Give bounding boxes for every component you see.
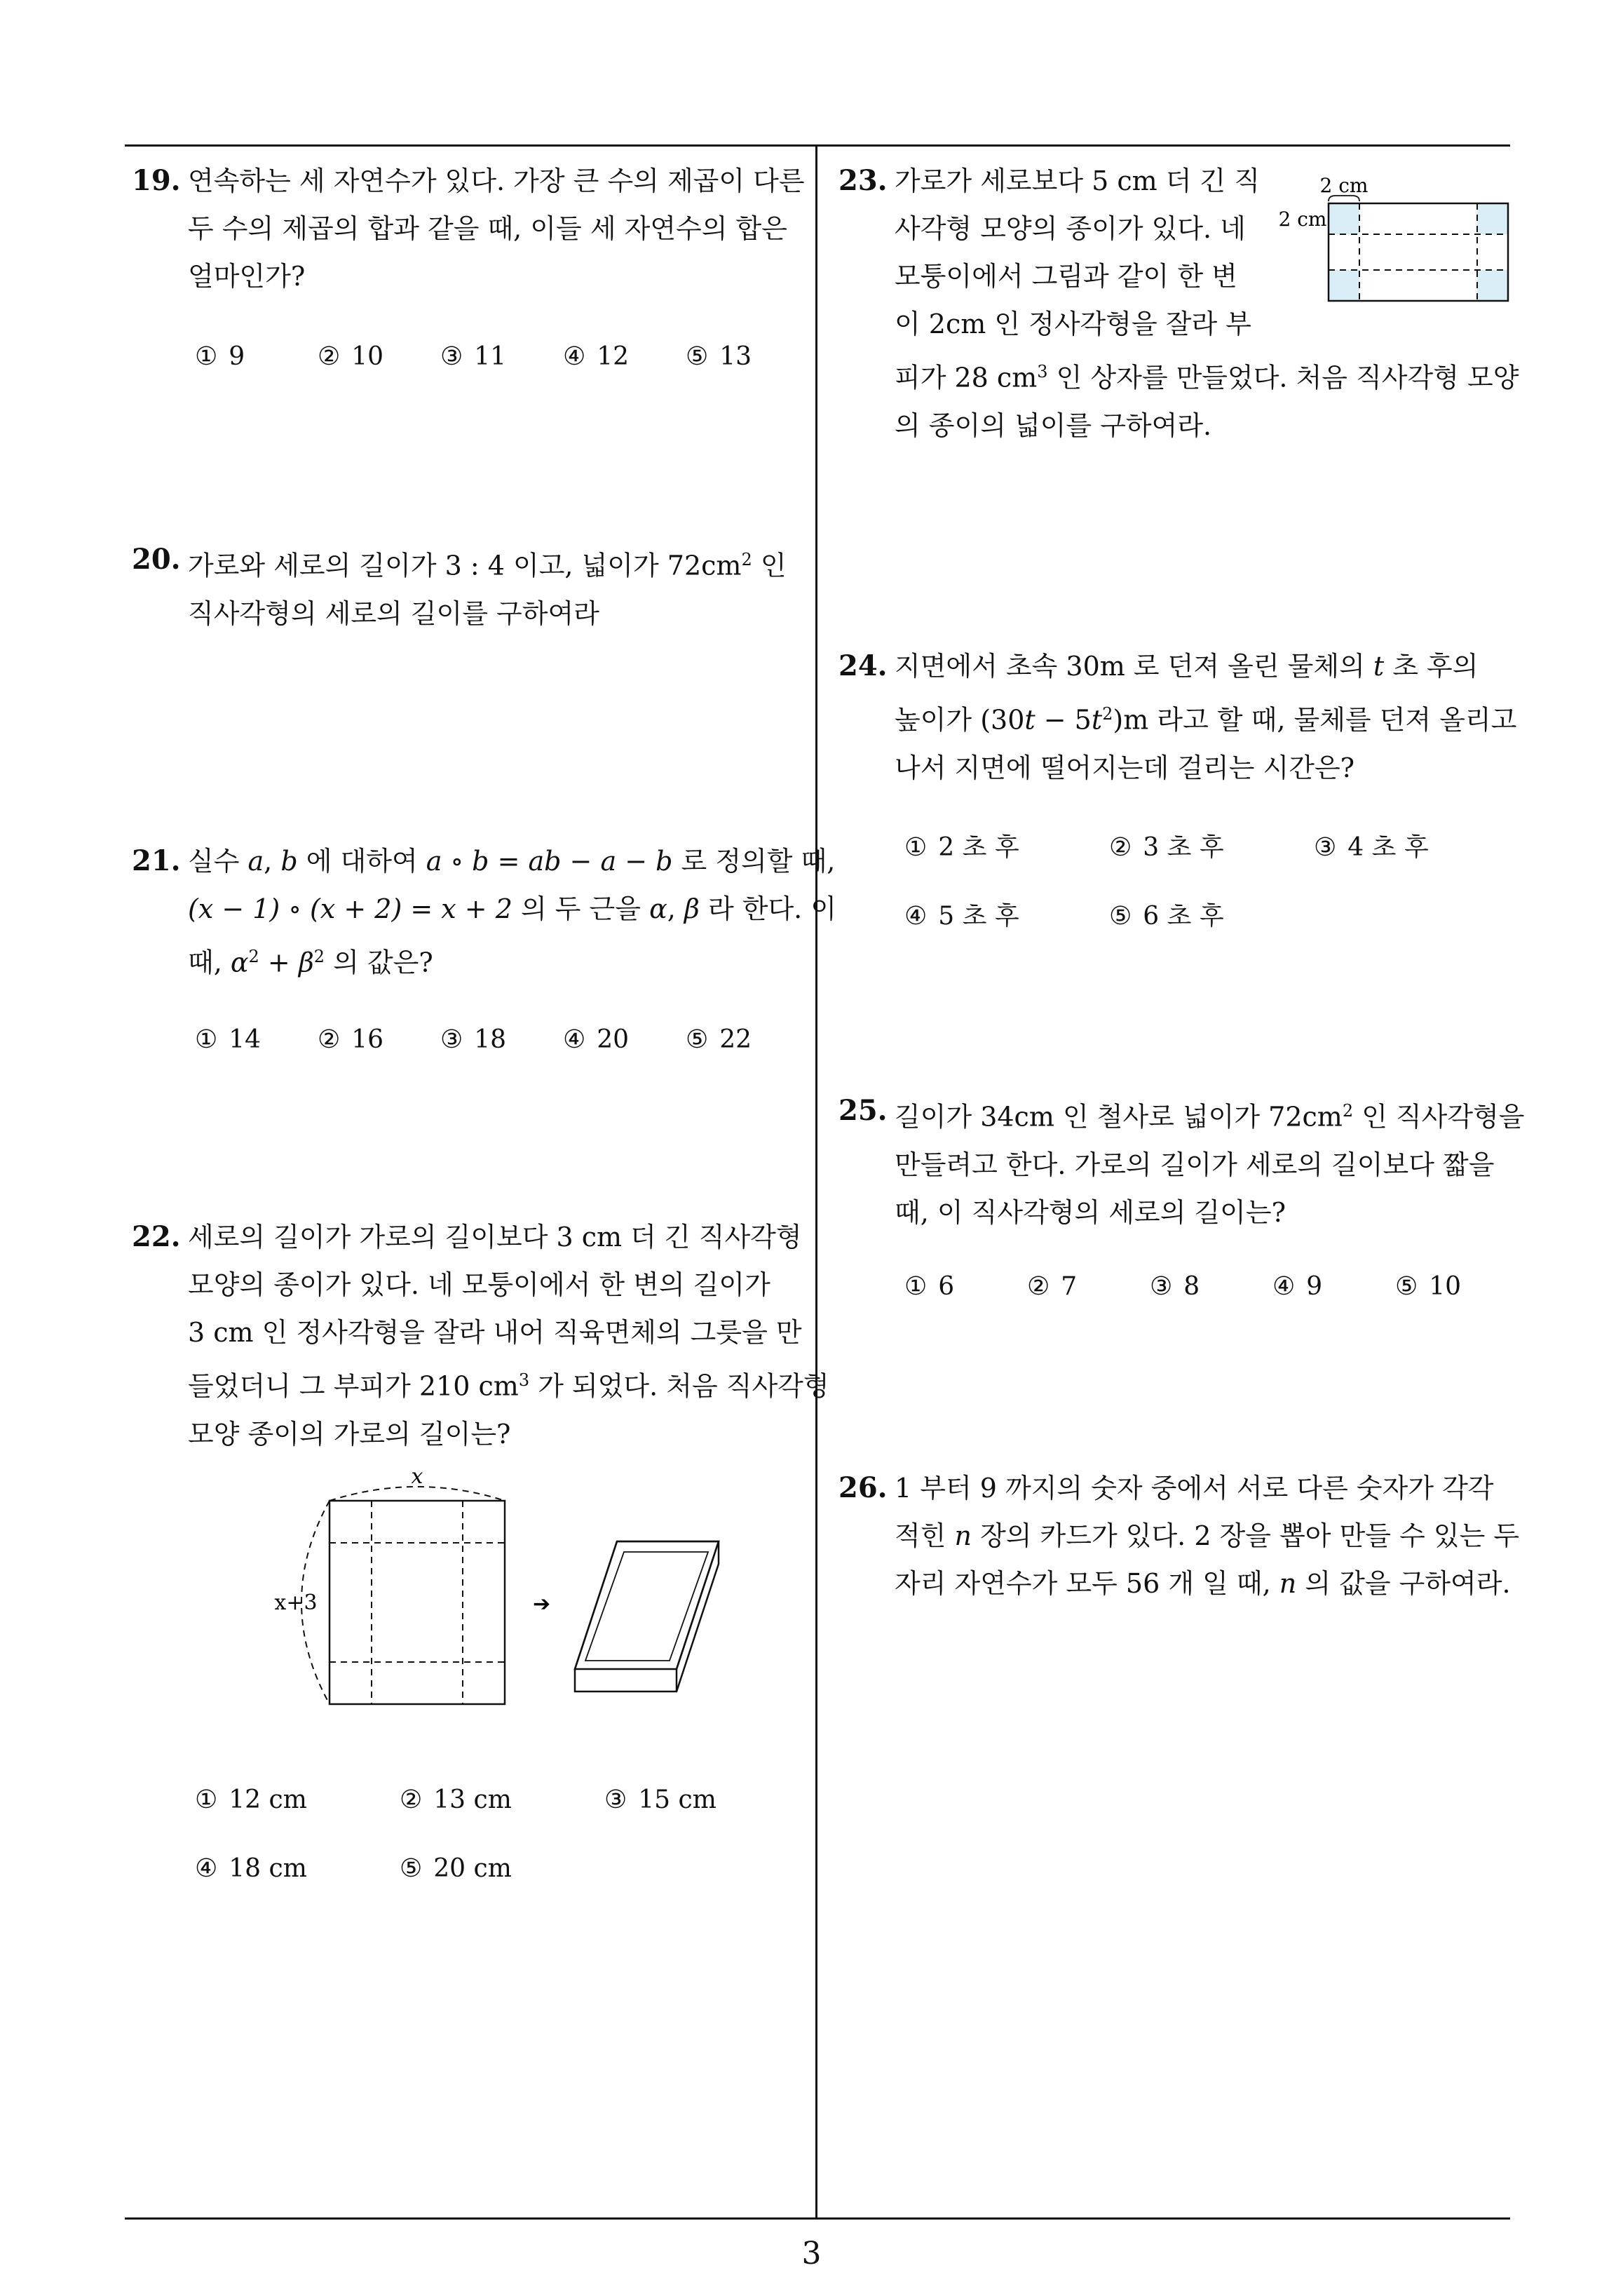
text-line: 때, $\alpha^2 + \beta^2$ 의 값은? bbox=[188, 947, 433, 978]
choice-5[interactable]: ⑤ 20 cm bbox=[400, 1854, 512, 1883]
bottom-rule bbox=[125, 2217, 1510, 2220]
text-line: 세로의 길이가 가로의 길이보다 3 cm 더 긴 직사각형 bbox=[188, 1222, 802, 1252]
top-rule bbox=[125, 144, 1510, 147]
text-line: 사각형 모양의 종이가 있다. 네 bbox=[895, 213, 1246, 244]
problem-number: 19. bbox=[132, 164, 181, 197]
choice-3[interactable]: ③ 11 bbox=[440, 342, 507, 371]
label-x-plus-3: x+3 bbox=[274, 1591, 318, 1615]
choice-4[interactable]: ④ 5 초 후 bbox=[904, 902, 1019, 931]
text-line: 나서 지면에 떨어지는데 걸리는 시간은? bbox=[895, 752, 1355, 783]
choice-3[interactable]: ③ 8 bbox=[1150, 1272, 1200, 1301]
text-line: 얼마인가? bbox=[188, 261, 306, 292]
text-line: 만들려고 한다. 가로의 길이가 세로의 길이보다 짧을 bbox=[895, 1149, 1495, 1180]
problem-text bbox=[188, 1213, 829, 1458]
corner-square bbox=[1477, 270, 1508, 301]
problem-22-figure bbox=[259, 1462, 736, 1715]
text-line: 높이가 $(30t - 5t^2)m$ 라고 할 때, 물체를 던져 올리고 bbox=[895, 704, 1517, 736]
open-box-icon bbox=[575, 1541, 719, 1691]
choice-3[interactable]: ③ 4 초 후 bbox=[1314, 833, 1429, 862]
problem-25 bbox=[838, 1087, 1525, 1236]
choice-1[interactable]: ① 6 bbox=[904, 1272, 955, 1301]
choice-2[interactable]: ② 10 bbox=[318, 342, 384, 371]
text-line: 모양 종이의 가로의 길이는? bbox=[188, 1418, 511, 1450]
choice-2[interactable]: ② 16 bbox=[318, 1025, 384, 1054]
problem-21 bbox=[132, 837, 837, 987]
text-line: 모퉁이에서 그림과 같이 한 변 bbox=[895, 261, 1237, 292]
problem-26 bbox=[838, 1464, 1520, 1607]
choice-5[interactable]: ⑤ 13 bbox=[686, 342, 752, 371]
choice-2[interactable]: ② 13 cm bbox=[400, 1785, 512, 1814]
text-line: 길이가 34cm 인 철사로 넓이가 $72cm^2$ 인 직사각형을 bbox=[895, 1101, 1525, 1133]
label-left-2cm: 2 cm bbox=[1278, 208, 1327, 231]
text-line: 적힌 n 장의 카드가 있다. 2 장을 뽑아 만들 수 있는 두 bbox=[895, 1520, 1520, 1551]
problem-23-figure bbox=[1272, 172, 1525, 312]
choice-1[interactable]: ① 14 bbox=[195, 1025, 262, 1054]
text-line: 두 수의 제곱의 합과 같을 때, 이들 세 자연수의 합은 bbox=[188, 213, 787, 244]
text-line: 때, 이 직사각형의 세로의 길이는? bbox=[895, 1196, 1286, 1228]
problem-number: 25. bbox=[838, 1094, 888, 1127]
problem-text bbox=[188, 837, 837, 987]
text-line: 가로와 세로의 길이가 3 : 4 이고, 넓이가 $72cm^2$ 인 bbox=[188, 550, 787, 581]
text-line: 피가 28 $cm^3$ 인 상자를 만들었다. 처음 직사각형 모양 bbox=[895, 362, 1519, 393]
choice-2[interactable]: ② 7 bbox=[1027, 1272, 1078, 1301]
problem-number: 20. bbox=[132, 543, 181, 576]
problem-number: 23. bbox=[838, 164, 888, 197]
choice-1[interactable]: ① 2 초 후 bbox=[904, 833, 1019, 862]
corner-square bbox=[1329, 270, 1359, 301]
text-line: 가로가 세로보다 5 cm 더 긴 직 bbox=[895, 166, 1261, 196]
problem-24 bbox=[838, 642, 1517, 792]
choice-1[interactable]: ① 12 cm bbox=[195, 1785, 307, 1814]
choice-4[interactable]: ④ 18 cm bbox=[195, 1854, 307, 1883]
choice-5[interactable]: ⑤ 22 bbox=[686, 1025, 752, 1054]
column-divider bbox=[815, 144, 817, 2219]
text-line: 직사각형의 세로의 길이를 구하여라 bbox=[188, 597, 599, 629]
choice-5[interactable]: ⑤ 6 초 후 bbox=[1109, 902, 1224, 931]
text-line: 지면에서 초속 30m 로 던져 올린 물체의 t 초 후의 bbox=[895, 651, 1479, 682]
problem-number: 26. bbox=[838, 1471, 888, 1504]
choice-2[interactable]: ② 3 초 후 bbox=[1109, 833, 1224, 862]
choice-3[interactable]: ③ 18 bbox=[440, 1025, 507, 1054]
text-line: (x − 1) ∘ (x + 2) = x + 2 의 두 근을 α, β 라 한다. 이 bbox=[188, 893, 837, 924]
corner-square bbox=[1329, 203, 1359, 234]
problem-number: 21. bbox=[132, 844, 181, 877]
choice-4[interactable]: ④ 20 bbox=[563, 1025, 630, 1054]
page-number: 3 bbox=[801, 2236, 822, 2271]
arrow-icon: ➔ bbox=[533, 1592, 551, 1616]
text-line: 모양의 종이가 있다. 네 모퉁이에서 한 변의 길이가 bbox=[188, 1269, 770, 1300]
problem-text bbox=[895, 1087, 1525, 1236]
choice-5[interactable]: ⑤ 10 bbox=[1395, 1272, 1462, 1301]
paper-rect bbox=[330, 1501, 505, 1704]
text-line: 자리 자연수가 모두 56 개 일 때, n 의 값을 구하여라. bbox=[895, 1568, 1511, 1599]
problem-22 bbox=[132, 1213, 829, 1458]
problem-20 bbox=[132, 536, 805, 637]
text-line: 실수 a, b 에 대하여 a ∘ b = ab − a − b 로 정의할 때, bbox=[188, 846, 836, 877]
text-line: 1 부터 9 까지의 숫자 중에서 서로 다른 숫자가 각각 bbox=[895, 1473, 1494, 1504]
corner-square bbox=[1477, 203, 1508, 234]
text-line: 들었더니 그 부피가 210 $cm^3$ 가 되었다. 처음 직사각형 bbox=[188, 1370, 829, 1402]
choice-4[interactable]: ④ 9 bbox=[1272, 1272, 1323, 1301]
label-top-2cm: 2 cm bbox=[1319, 174, 1369, 197]
problem-text bbox=[188, 536, 805, 637]
text-line: 연속하는 세 자연수가 있다. 가장 큰 수의 제곱이 다른 bbox=[188, 166, 805, 196]
width-arc bbox=[330, 1487, 505, 1501]
text-line: 3 cm 인 정사각형을 잘라 내어 직육면체의 그릇을 만 bbox=[188, 1317, 802, 1348]
choice-1[interactable]: ① 9 bbox=[195, 342, 245, 371]
problem-text bbox=[895, 1464, 1520, 1607]
problem-text bbox=[895, 642, 1517, 792]
choice-3[interactable]: ③ 15 cm bbox=[604, 1785, 717, 1814]
choice-4[interactable]: ④ 12 bbox=[563, 342, 630, 371]
text-line: 의 종이의 넓이를 구하여라. bbox=[895, 410, 1212, 441]
problem-text bbox=[188, 157, 805, 300]
problem-19 bbox=[132, 157, 805, 300]
problem-number: 22. bbox=[132, 1220, 181, 1253]
label-x: x bbox=[411, 1464, 423, 1489]
text-line: 이 2cm 인 정사각형을 잘라 부 bbox=[895, 309, 1251, 339]
problem-number: 24. bbox=[838, 649, 888, 682]
fold-lines bbox=[330, 1501, 505, 1704]
